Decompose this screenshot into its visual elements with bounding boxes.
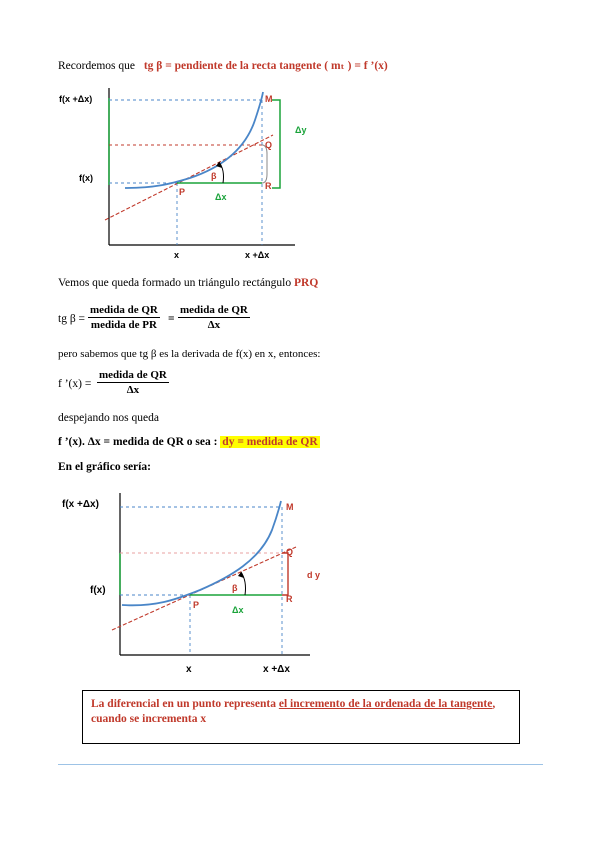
graph2-label-m: M — [286, 502, 294, 512]
eq1-frac1-den: medida de PR — [90, 319, 157, 331]
graph2-label-xdx: x +Δx — [263, 664, 290, 675]
graph1-label-fxdx: f(x +Δx) — [59, 94, 93, 104]
triangle-text: Vemos que queda formado un triángulo rectángulo — [58, 277, 292, 289]
graph1-label-fx: f(x) — [79, 173, 93, 183]
intro-prefix: Recordemos que — [58, 60, 135, 72]
conclusion-part1: La diferencial en un punto representa — [91, 698, 279, 710]
conclusion-part2: el incremento de la ordenada de la tangente — [278, 698, 493, 710]
graph2-dy-bracket — [282, 553, 288, 595]
graph2-label-fx: f(x) — [90, 585, 106, 596]
eq1-frac1-num: medida de QR — [90, 304, 158, 316]
graph1-label-m: M — [265, 94, 273, 104]
graph2-label-dx: Δx — [232, 605, 244, 615]
graph1-label-p: P — [179, 187, 186, 197]
eq3-highlight: dy = medida de QR — [222, 436, 318, 448]
eq2-lhs: f ’(x) = — [58, 378, 92, 390]
graph-1 — [55, 80, 315, 265]
graph2-label-x: x — [186, 664, 192, 675]
graph2-label-p: P — [193, 600, 200, 610]
eq1-lhs: tg β = — [58, 313, 86, 325]
conclusion-text — [91, 697, 511, 727]
graph2-label-q: Q — [286, 547, 294, 557]
graph1-qr-brace — [262, 145, 267, 183]
eq2-fraction — [97, 369, 169, 396]
graph1-label-beta: β — [211, 171, 217, 181]
grafico-heading: En el gráfico sería: — [58, 461, 151, 473]
eq1-frac2-num: medida de QR — [180, 304, 248, 316]
graph1-label-dx: Δx — [215, 192, 227, 202]
eq3-main: f ’(x). Δx = medida de QR o sea : — [58, 436, 218, 448]
triangle-line — [58, 277, 318, 289]
graph1-label-dy: Δy — [295, 125, 307, 135]
conclusion-box — [82, 690, 520, 744]
graph-2 — [60, 485, 335, 685]
eq1-fraction-1 — [88, 304, 160, 331]
conclusion-part3: , cuando se incrementa x — [91, 698, 496, 725]
graph2-label-dy: d y — [307, 570, 321, 580]
graph1-label-q: Q — [265, 140, 273, 150]
graph2-label-beta: β — [232, 583, 238, 593]
graph1-curve — [125, 92, 263, 188]
derivative-line: pero sabemos que tg β es la derivada de f(x) en x, entonces: — [58, 348, 321, 360]
graph1-label-x: x — [174, 250, 180, 260]
eq1-equals: = — [168, 313, 175, 325]
graph1-label-xdx: x +Δx — [245, 250, 270, 260]
graph1-dy-bracket — [272, 100, 280, 188]
graph1-label-r: R — [265, 181, 272, 191]
eq1-fraction-2 — [178, 304, 250, 331]
intro-line — [58, 58, 388, 72]
eq2-den: Δx — [126, 384, 140, 396]
footer-rule — [58, 764, 543, 765]
intro-formula: tg β = pendiente de la recta tangente ( mₜ ) = f ’(x) — [143, 60, 388, 72]
despejando-line: despejando nos queda — [58, 412, 159, 424]
eq1-frac2-den: Δx — [207, 319, 221, 331]
triangle-name: PRQ — [294, 277, 319, 289]
graph2-label-r: R — [286, 594, 293, 604]
eq3-line — [58, 436, 320, 448]
eq2-num: medida de QR — [99, 369, 167, 381]
graph2-label-fxdx: f(x +Δx) — [62, 499, 99, 510]
